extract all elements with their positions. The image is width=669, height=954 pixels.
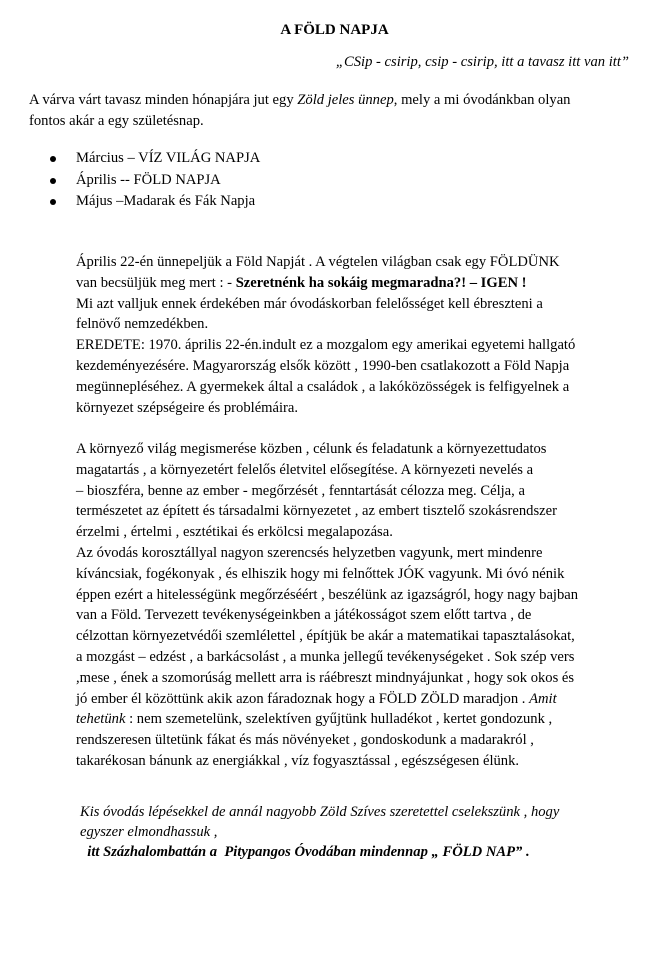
emphasis-italic: Amit bbox=[529, 690, 557, 707]
text-line: éppen ezért a hitelességünk megőrzéséért , beszélünk az igazságról, hogy nagy bajban bbox=[76, 586, 579, 603]
page-title: A FÖLD NAPJA bbox=[280, 22, 389, 38]
text-line bbox=[76, 689, 636, 710]
text-line: – bioszféra, benne az ember - megőrzését , fenntartását célozza meg. Célja, a bbox=[76, 482, 525, 499]
list-item bbox=[50, 148, 260, 170]
intro-text-emphasis: Zöld jeles ünnep bbox=[297, 92, 394, 108]
emphasis-italic: tehetünk bbox=[76, 711, 126, 728]
list-item bbox=[50, 191, 260, 213]
text-line: magatartás , a környezetért felelős életvitel elősegítése. A környezeti nevelés a bbox=[76, 461, 534, 478]
environment-paragraph bbox=[76, 439, 636, 772]
text-line: Kis óvodás lépésekkel de annál nagyobb Zöld Szíves szeretettel cselekszünk , hogy bbox=[80, 804, 560, 820]
text-line: Április 22-én ünnepeljük a Föld Napját . A végtelen világban csak egy FÖLDÜNK bbox=[76, 254, 560, 270]
text-line: érzelmi , értelmi , esztétikai és erkölcsi megalapozása. bbox=[76, 524, 393, 541]
text-line: a mozgást – edzést , a barkácsolást , a munka jellegű tevékenységeket . Sok szép vers bbox=[76, 648, 575, 665]
text-line: Az óvodás korosztállyal nagyon szerencsés helyzetben vagyunk, mert mindenre bbox=[76, 544, 543, 561]
text-span: jó ember él közöttünk akik azon fáradoznak hogy a FÖLD ZÖLD maradjon . bbox=[76, 690, 530, 707]
text-line: A környező világ megismerése közben , célunk és feladatunk a környezettudatos bbox=[76, 441, 547, 457]
intro-text-pre: A várva várt tavasz minden hónapjára jut egy bbox=[29, 92, 298, 108]
intro-text-post: , mely a mi óvodánkban olyan bbox=[393, 92, 571, 108]
text-line: megünnepléséhez. A gyermekek által a családok , a lakóközösségek is felfigyelnek a bbox=[76, 378, 570, 395]
month-label: Április -- FÖLD NAPJA bbox=[76, 171, 221, 188]
closing-paragraph bbox=[80, 802, 640, 862]
text-line: Mi azt valljuk ennek érdekében már óvodáskorban felelősséget kell ébreszteni a bbox=[76, 295, 543, 312]
text-line: természetet az épített és társadalmi környezetet , az embert tisztelő szokásrendszer bbox=[76, 503, 557, 520]
closing-motto: itt Százhalombattán a Pitypangos Óvodában mindennap „ FÖLD NAP” . bbox=[80, 844, 530, 860]
months-list bbox=[50, 148, 260, 213]
text-line: kezdeményezésére. Magyarország elsők között , 1990-ben csatlakozott a Föld Napja bbox=[76, 357, 570, 374]
text-line bbox=[76, 709, 636, 730]
bullet-icon bbox=[50, 199, 56, 205]
text-line bbox=[76, 273, 636, 294]
text-line: egyszer elmondhassuk , bbox=[80, 824, 218, 840]
text-line: célzottan környezetvédői szemlélettel , építjük be akár a matematikai tapasztalásokat, bbox=[76, 628, 575, 645]
intro-paragraph bbox=[29, 90, 639, 132]
month-label: Május –Madarak és Fák Napja bbox=[76, 193, 256, 209]
intro-text-line2: fontos akár a egy születésnap. bbox=[29, 113, 204, 129]
list-item bbox=[50, 170, 260, 192]
earth-day-paragraph bbox=[76, 252, 636, 418]
text-line: felnövő nemzedékben. bbox=[76, 316, 209, 333]
text-line: van a Föld. Tervezett tevékenységeinkben a játékosságot szem előtt tartva , de bbox=[76, 607, 532, 624]
text-span: : nem szemetelünk, szelektíven gyűjtünk hulladékot , kertet gondozunk , bbox=[125, 711, 553, 728]
text-line: EREDETE: 1970. április 22-én.indult ez a mozgalom egy amerikai egyetemi hallgató bbox=[76, 337, 576, 354]
text-line: környezet szépségeire és problémáira. bbox=[76, 399, 299, 416]
text-span: van becsüljük meg mert : - bbox=[76, 274, 236, 291]
motto-quote: „CSip - csirip, csip - csirip, itt a tavasz itt van itt” bbox=[335, 54, 629, 70]
month-label: Március – VÍZ VILÁG NAPJA bbox=[76, 150, 261, 166]
emphasis-bold: Szeretnénk ha sokáig megmaradna?! – IGEN ! bbox=[235, 274, 527, 291]
text-line: takarékosan bánunk az energiákkal , víz fogyasztással , egészségesen élünk. bbox=[76, 752, 520, 769]
text-line: ,mese , ének a szomorúság mellett arra is ráébreszt mindnyájunkat , hogy sok okos és bbox=[76, 669, 575, 686]
bullet-icon bbox=[50, 156, 56, 162]
bullet-icon bbox=[50, 178, 56, 184]
text-line: kíváncsiak, fogékonyak , és elhiszik hogy mi felnőttek JÓK vagyunk. Mi óvó nénik bbox=[76, 565, 565, 582]
text-line: rendszeresen ültetünk fákat és más növényeket , gondoskodunk a madarakról , bbox=[76, 732, 534, 749]
